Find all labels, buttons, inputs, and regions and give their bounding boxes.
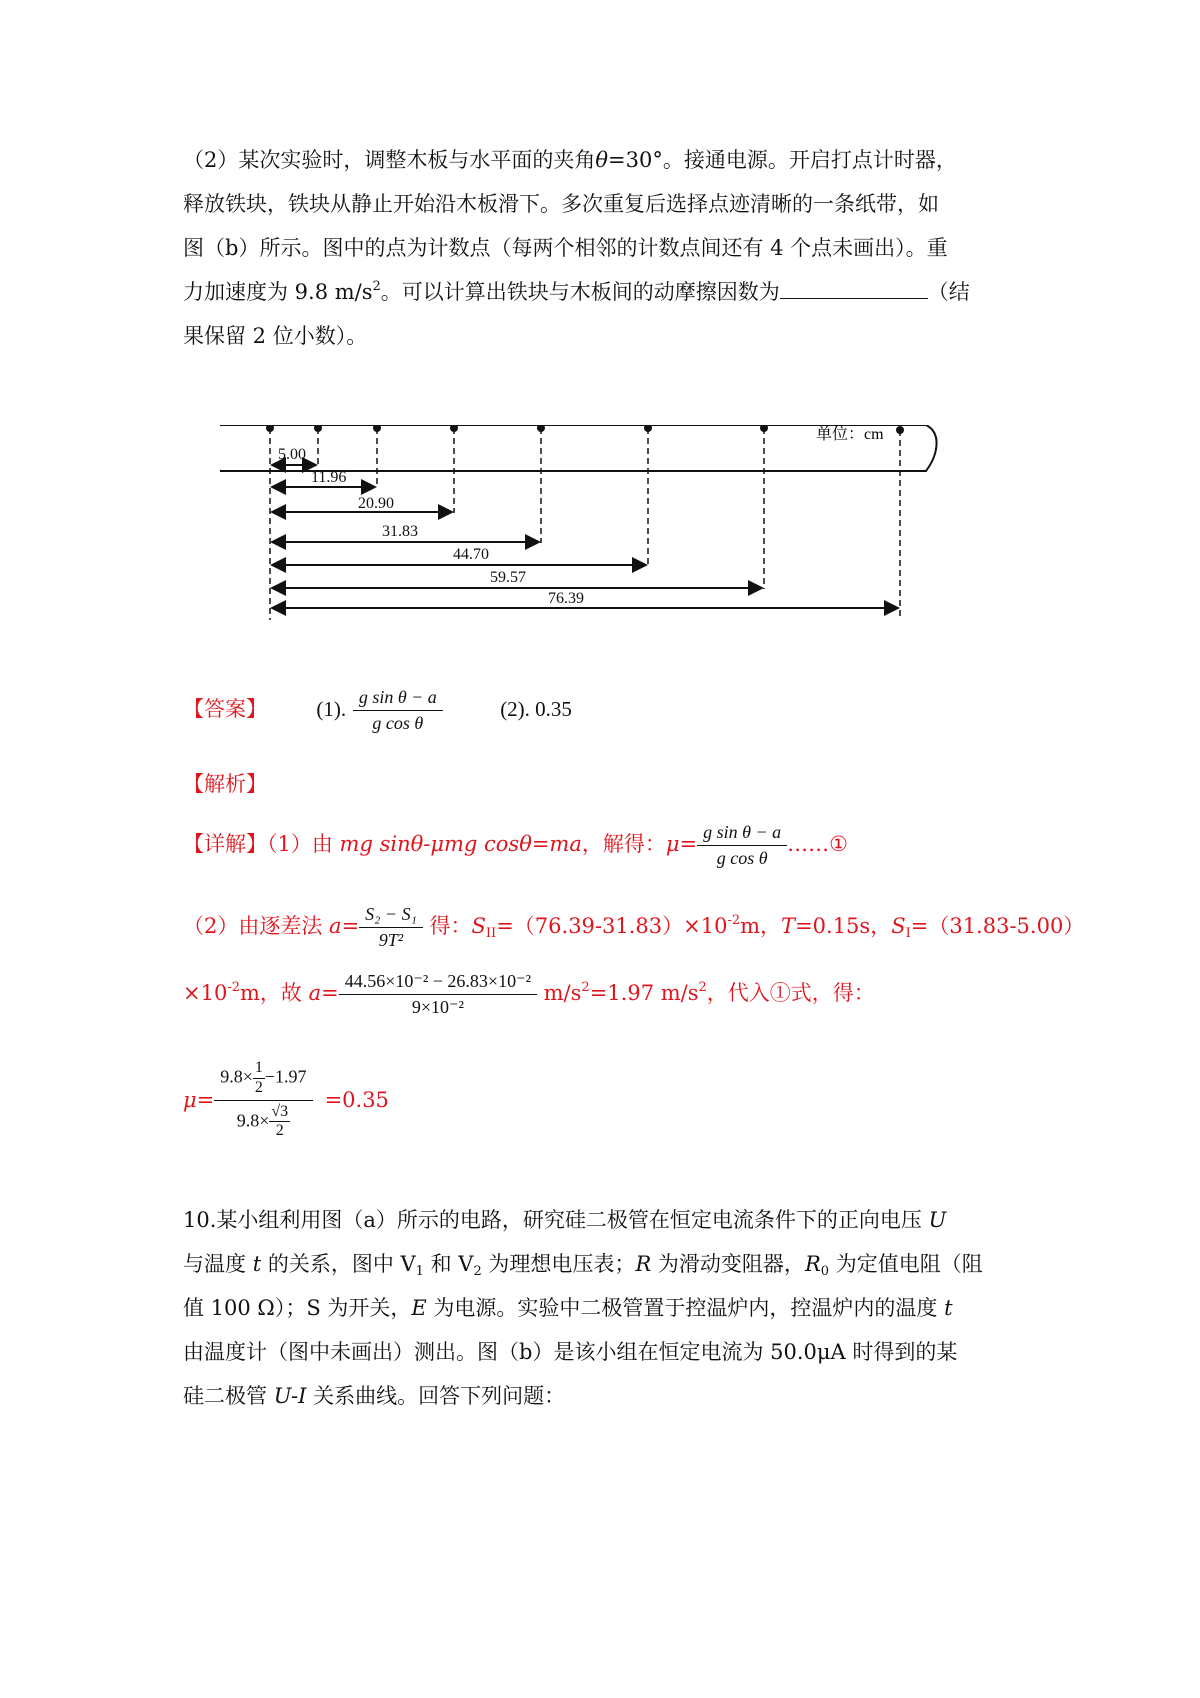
- text: =（76.39-31.83）×10: [496, 913, 728, 938]
- text: =30°。接通电源。开启打点计时器，: [608, 148, 957, 172]
- t-symbol: t: [252, 1252, 262, 1276]
- detail-line-4: [183, 1060, 389, 1140]
- text: −1.97: [264, 1066, 307, 1087]
- text: m，: [740, 913, 782, 938]
- analysis-tag: 【解析】: [183, 772, 267, 796]
- text: 关系曲线。回答下列问题：: [306, 1384, 566, 1408]
- q10-line-5: [183, 1380, 565, 1410]
- label-4: 31.83: [382, 523, 418, 540]
- numerator: g sin θ − a: [353, 688, 443, 711]
- q10-line-1: [183, 1204, 946, 1234]
- result: =0.35: [324, 1088, 389, 1113]
- a-eq: a=: [329, 913, 360, 938]
- superscript: 2: [581, 979, 590, 995]
- denominator: 9T²: [378, 929, 404, 950]
- distance-arrows: [272, 465, 898, 608]
- equation: mg sinθ-μmg cosθ=ma: [339, 831, 582, 856]
- text: 的关系，图中 V: [261, 1252, 416, 1276]
- superscript: -2: [227, 979, 240, 995]
- a-eq: a=: [308, 980, 339, 1005]
- answer-tag: 【答案】: [183, 696, 267, 721]
- text: 10.某小组利用图（a）所示的电路，研究硅二极管在恒定电流条件下的正向电压: [183, 1208, 929, 1232]
- text: 与温度: [183, 1252, 253, 1276]
- denominator: g cos θ: [372, 712, 424, 733]
- q10-line-2: [183, 1248, 983, 1278]
- label-5: 44.70: [453, 546, 489, 563]
- s1: S: [891, 913, 906, 938]
- text: 值 100 Ω）；S 为开关，: [183, 1296, 412, 1320]
- text: 为滑动变阻器，: [651, 1252, 805, 1276]
- a-fraction: [359, 905, 423, 950]
- detail-tag: 【详解】: [183, 831, 267, 856]
- unit-label: 单位：cm: [816, 426, 884, 443]
- sqrt3-fraction: [269, 1104, 290, 1141]
- denominator: g cos θ: [716, 847, 768, 868]
- a-value-fraction: [339, 972, 537, 1017]
- superscript: -2: [727, 912, 741, 928]
- answer-part1-label: (1).: [316, 696, 347, 721]
- answer-part1-fraction: [353, 688, 443, 733]
- answer-blank: [780, 280, 928, 299]
- denominator: 9×10⁻²: [411, 996, 464, 1017]
- q10-line-3: [183, 1292, 953, 1322]
- numerator: √3: [269, 1104, 290, 1123]
- text: m/s: [536, 980, 582, 1005]
- t-symbol: t: [944, 1296, 953, 1320]
- r-symbol: R: [635, 1252, 652, 1276]
- mu-fraction: [697, 823, 787, 868]
- mu: μ=: [183, 1088, 215, 1113]
- text: 力加速度为 9.8 m/s: [183, 280, 373, 304]
- label-3: 20.90: [358, 495, 394, 512]
- text: （2）由逐差法: [183, 913, 330, 938]
- text: 。可以计算出铁块与木板间的动摩擦因数为: [380, 280, 780, 304]
- superscript: 2: [372, 279, 381, 294]
- q9-line-4: [183, 276, 970, 306]
- text: 得：: [429, 913, 472, 938]
- r0-symbol: R: [804, 1252, 821, 1276]
- text: 9.8×: [236, 1110, 270, 1131]
- subscript: 1: [415, 1264, 424, 1279]
- q9-line-3: 图（b）所示。图中的点为计数点（每两个相邻的计数点间还有 4 个点未画出）。重: [183, 236, 948, 260]
- mu-calc-fraction: [214, 1060, 312, 1140]
- label-7: 76.39: [548, 590, 584, 607]
- subscript: II: [485, 925, 497, 941]
- subscript: 2: [473, 1264, 482, 1279]
- detail-line-3: [183, 972, 875, 1017]
- numerator: S₂ − S₁: [359, 905, 423, 928]
- text: =0.15s，: [795, 913, 892, 938]
- text: ……①: [787, 831, 848, 856]
- denominator: 2: [254, 1078, 263, 1096]
- e-symbol: E: [411, 1296, 427, 1320]
- text: ，解得：: [581, 831, 666, 856]
- detail-line-1: [183, 823, 848, 868]
- label-6: 59.57: [490, 569, 526, 586]
- detail-line-2: [183, 905, 1084, 950]
- subscript: I: [905, 925, 911, 941]
- text: （2）某次实验时，调整木板与水平面的夹角: [183, 148, 596, 172]
- mu: μ=: [665, 831, 698, 856]
- text: （结: [927, 280, 970, 304]
- text: 为电源。实验中二极管置于控温炉内，控温炉内的温度: [426, 1296, 945, 1320]
- half-fraction: [253, 1060, 265, 1097]
- theta: θ: [595, 148, 609, 172]
- text: 和 V: [423, 1252, 474, 1276]
- numerator: g sin θ − a: [697, 823, 787, 846]
- s2: S: [471, 913, 486, 938]
- paper-tape-figure: [220, 425, 980, 655]
- text: ×10: [183, 980, 228, 1005]
- denominator: [214, 1101, 312, 1141]
- denominator: 2: [275, 1122, 284, 1140]
- superscript: 2: [698, 979, 707, 995]
- q9-line-2: 释放铁块，铁块从静止开始沿木板滑下。多次重复后选择点迹清晰的一条纸带，如: [183, 192, 939, 216]
- q9-line-5: 果保留 2 位小数）。: [183, 324, 368, 348]
- label-1: 5.00: [278, 446, 306, 463]
- t-symbol: T: [781, 913, 796, 938]
- text: =1.97 m/s: [589, 980, 699, 1005]
- text: 为定值电阻（阻: [829, 1252, 983, 1276]
- q10-line-4: 由温度计（图中未画出）测出。图（b）是该小组在恒定电流为 50.0μA 时得到的某: [183, 1340, 958, 1364]
- ui-symbol: U-I: [273, 1384, 307, 1408]
- numerator: 44.56×10⁻² − 26.83×10⁻²: [339, 972, 537, 995]
- text: 9.8×: [220, 1066, 253, 1087]
- u-symbol: U: [928, 1208, 947, 1232]
- answer-part2: (2). 0.35: [500, 696, 572, 721]
- text: m，故: [240, 980, 309, 1005]
- subscript: 0: [820, 1264, 830, 1279]
- text: 硅二极管: [183, 1384, 274, 1408]
- label-2: 11.96: [311, 469, 347, 486]
- text: 为理想电压表；: [481, 1252, 636, 1276]
- numerator: 1: [253, 1060, 265, 1079]
- text: =（31.83-5.00）: [910, 913, 1085, 938]
- q9-line-1: [183, 144, 957, 174]
- text: ，代入①式，得：: [706, 980, 875, 1005]
- answer-line: [183, 688, 572, 733]
- text: （1）由: [267, 831, 340, 856]
- numerator: [214, 1060, 312, 1101]
